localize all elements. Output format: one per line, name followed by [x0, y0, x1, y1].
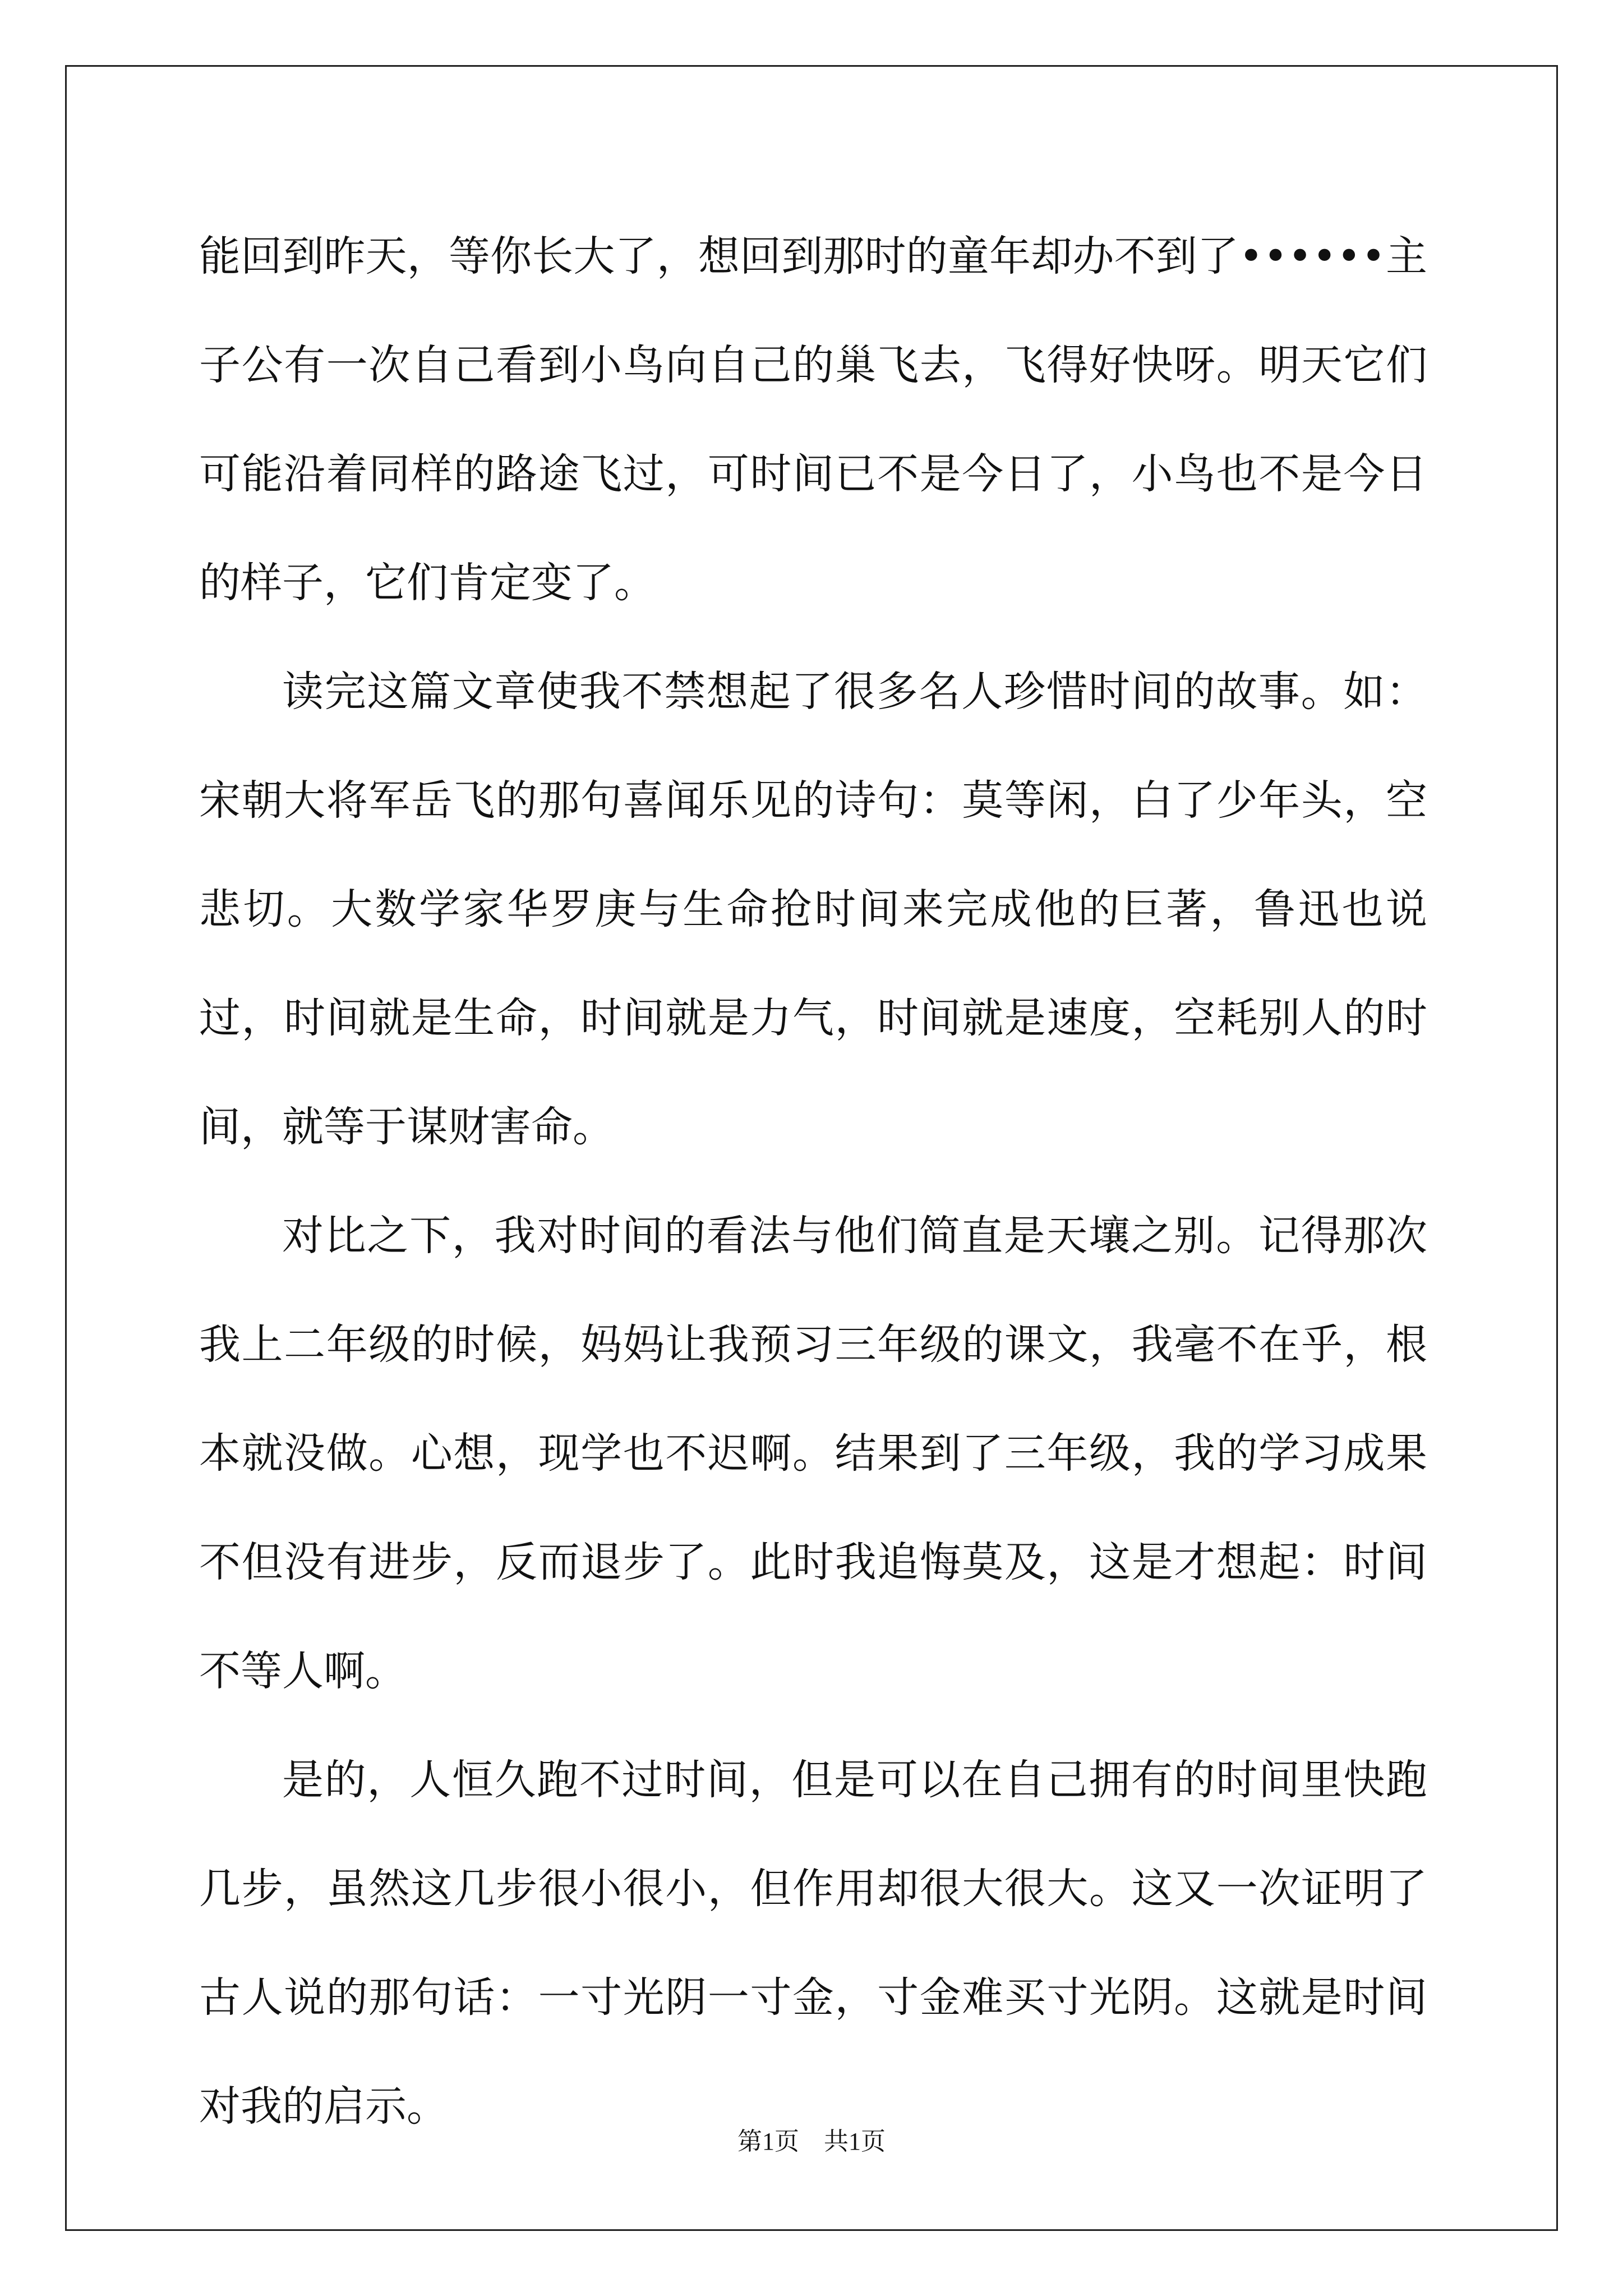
paragraph-1: 能回到昨天，等你长大了，想回到那时的童年却办不到了••••••主子公有一次自己看到小鸟向自己的巢飞去，飞得好快呀。明天它们可能沿着同样的路途飞过，可时间已不是今日了，小鸟也不是今日的样子，它们肯定变了。: [199, 232, 1427, 607]
page-number: 第1页: [737, 2128, 799, 2155]
page-footer: [0, 2125, 1623, 2159]
paragraph-3: 对比之下，我对时间的看法与他们简直是天壤之别。记得那次我上二年级的时候，妈妈让我预习三年级的课文，我毫不在乎，根本就没做。心想，现学也不迟啊。结果到了三年级，我的学习成果不但没有进步，反而退步了。此时我追悔莫及，这是才想起：时间不等人啊。: [199, 1212, 1427, 1695]
paragraph-2: 读完这篇文章使我不禁想起了很多名人珍惜时间的故事。如：宋朝大将军岳飞的那句喜闻乐见的诗句：莫等闲，白了少年头，空悲切。大数学家华罗庚与生命抢时间来完成他的巨著，鲁迅也说过，时间就是生命，时间就是力气，时间就是速度，空耗别人的时间，就等于谋财害命。: [199, 668, 1427, 1151]
document-body: [199, 202, 1427, 2161]
paragraph-4: 是的，人恒久跑不过时间，但是可以在自己拥有的时间里快跑几步，虽然这几步很小很小，但作用却很大很大。这又一次证明了古人说的那句话：一寸光阴一寸金，寸金难买寸光阴。这就是时间对我的启示。: [199, 1756, 1427, 2131]
page-total: 共1页: [824, 2128, 886, 2155]
